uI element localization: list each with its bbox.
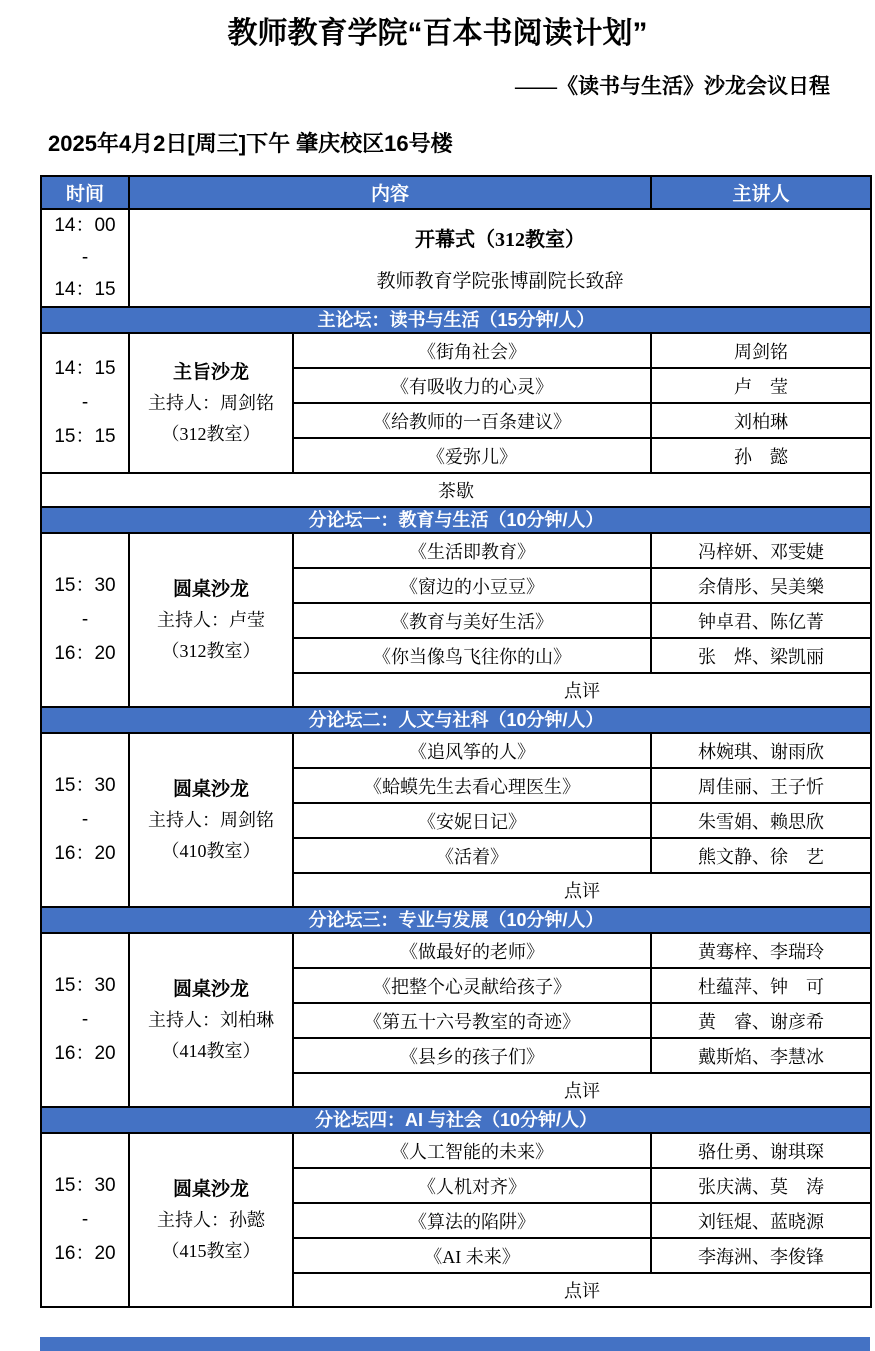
date-venue-line: 2025年4月2日[周三]下午 肇庆校区16号楼 xyxy=(48,131,453,156)
host-name: 主持人：周剑铭 xyxy=(148,809,274,830)
book-title: 《你当像鸟飞往你的山》 xyxy=(293,638,651,673)
host-type: 主旨沙龙 xyxy=(172,361,249,383)
time-dash: - xyxy=(81,1209,89,1230)
col-header-time: 时间 xyxy=(41,176,129,209)
section-bar-label: 分论坛一：教育与生活（10分钟/人） xyxy=(41,507,871,533)
speaker-names: 骆仕勇、谢琪琛 xyxy=(651,1133,871,1168)
time-end: 16：20 xyxy=(54,843,116,864)
section-bar-label: 主论坛：读书与生活（15分钟/人） xyxy=(41,307,871,333)
time-dash: - xyxy=(81,609,89,630)
section-bar-forum2 xyxy=(41,707,871,733)
host-type: 圆桌沙龙 xyxy=(172,1178,249,1200)
time-start: 15：30 xyxy=(54,775,116,796)
section-bar-main-forum xyxy=(41,307,871,333)
section3-time-cell xyxy=(41,933,129,1107)
section1-host-cell xyxy=(129,533,293,707)
opening-row xyxy=(41,209,871,307)
speaker-names: 黄 睿、谢彦希 xyxy=(651,1003,871,1038)
time-end: 16：20 xyxy=(54,1043,116,1064)
book-title: 《窗边的小豆豆》 xyxy=(293,568,651,603)
section0-host-cell xyxy=(129,333,293,473)
section-bar-forum4 xyxy=(41,1107,871,1133)
speaker-names: 钟卓君、陈亿菁 xyxy=(651,603,871,638)
book-title: 《把整个心灵献给孩子》 xyxy=(293,968,651,1003)
truncated-next-section-bar xyxy=(40,1337,870,1351)
time-start: 14：00 xyxy=(54,215,116,236)
book-title: 《AI 未来》 xyxy=(293,1238,651,1273)
book-title: 《算法的陷阱》 xyxy=(293,1203,651,1238)
speaker-names: 张庆满、莫 涛 xyxy=(651,1168,871,1203)
speaker-names: 孙 懿 xyxy=(651,438,871,473)
tea-break-label: 茶歇 xyxy=(41,473,871,507)
host-type: 圆桌沙龙 xyxy=(172,978,249,1000)
speaker-names: 周佳丽、王子忻 xyxy=(651,768,871,803)
speaker-names: 卢 莹 xyxy=(651,368,871,403)
section-bar-label: 分论坛二：人文与社科（10分钟/人） xyxy=(41,707,871,733)
time-start: 15：30 xyxy=(54,575,116,596)
speaker-names: 周剑铭 xyxy=(651,333,871,368)
host-name: 主持人：卢莹 xyxy=(157,609,265,630)
time-start: 14：15 xyxy=(54,358,116,379)
section2-host-cell xyxy=(129,733,293,907)
host-room: （410教室） xyxy=(161,840,261,861)
opening-desc: 教师教育学院张博副院长致辞 xyxy=(376,271,624,292)
book-title: 《人机对齐》 xyxy=(293,1168,651,1203)
section-bar-forum3 xyxy=(41,907,871,933)
section-bar-label: 分论坛三：专业与发展（10分钟/人） xyxy=(41,907,871,933)
section3-host-cell xyxy=(129,933,293,1107)
time-end: 15：15 xyxy=(54,426,116,447)
speaker-names: 刘柏琳 xyxy=(651,403,871,438)
section2-time-cell xyxy=(41,733,129,907)
time-end: 14：15 xyxy=(54,279,116,300)
book-title: 《蛤蟆先生去看心理医生》 xyxy=(293,768,651,803)
speaker-names: 林婉琪、谢雨欣 xyxy=(651,733,871,768)
book-title: 《安妮日记》 xyxy=(293,803,651,838)
comment-label: 点评 xyxy=(293,673,871,707)
speaker-names: 熊文静、徐 艺 xyxy=(651,838,871,873)
speaker-names: 黄骞梓、李瑞玲 xyxy=(651,933,871,968)
book-title: 《县乡的孩子们》 xyxy=(293,1038,651,1073)
section-bar-label: 分论坛四：AI 与社会（10分钟/人） xyxy=(41,1107,871,1133)
section4-host-cell xyxy=(129,1133,293,1307)
col-header-content: 内容 xyxy=(129,176,651,209)
time-dash: - xyxy=(81,247,89,268)
book-title: 《街角社会》 xyxy=(293,333,651,368)
host-type: 圆桌沙龙 xyxy=(172,578,249,600)
book-title: 《第五十六号教室的奇迹》 xyxy=(293,1003,651,1038)
table-row xyxy=(41,533,871,568)
time-dash: - xyxy=(81,392,89,413)
book-title: 《爱弥儿》 xyxy=(293,438,651,473)
document-title: 教师教育学院“百本书阅读计划” xyxy=(227,17,648,50)
book-title: 《有吸收力的心灵》 xyxy=(293,368,651,403)
opening-time-cell xyxy=(41,209,129,307)
tea-break-row xyxy=(41,473,871,507)
time-end: 16：20 xyxy=(54,1243,116,1264)
section0-time-cell xyxy=(41,333,129,473)
speaker-names: 张 烨、梁凯丽 xyxy=(651,638,871,673)
book-title: 《生活即教育》 xyxy=(293,533,651,568)
time-start: 15：30 xyxy=(54,975,116,996)
section4-time-cell xyxy=(41,1133,129,1307)
speaker-names: 杜蕴萍、钟 可 xyxy=(651,968,871,1003)
time-dash: - xyxy=(81,809,89,830)
speaker-names: 朱雪娟、赖思欣 xyxy=(651,803,871,838)
schedule-table xyxy=(40,175,872,1308)
section1-time-cell xyxy=(41,533,129,707)
host-room: （415教室） xyxy=(161,1240,261,1261)
book-title: 《活着》 xyxy=(293,838,651,873)
col-header-speaker: 主讲人 xyxy=(651,176,871,209)
table-row xyxy=(41,733,871,768)
time-start: 15：30 xyxy=(54,1175,116,1196)
book-title: 《教育与美好生活》 xyxy=(293,603,651,638)
table-row xyxy=(41,1133,871,1168)
speaker-names: 刘钰焜、蓝晓源 xyxy=(651,1203,871,1238)
comment-label: 点评 xyxy=(293,1273,871,1307)
book-title: 《做最好的老师》 xyxy=(293,933,651,968)
comment-label: 点评 xyxy=(293,873,871,907)
host-type: 圆桌沙龙 xyxy=(172,778,249,800)
time-dash: - xyxy=(81,1009,89,1030)
time-end: 16：20 xyxy=(54,643,116,664)
table-row xyxy=(41,933,871,968)
host-room: （312教室） xyxy=(161,640,261,661)
speaker-names: 冯梓妍、邓雯婕 xyxy=(651,533,871,568)
document-subtitle: ——《读书与生活》沙龙会议日程 xyxy=(515,74,830,98)
section-bar-forum1 xyxy=(41,507,871,533)
speaker-names: 李海洲、李俊锋 xyxy=(651,1238,871,1273)
host-name: 主持人：周剑铭 xyxy=(148,392,274,413)
comment-label: 点评 xyxy=(293,1073,871,1107)
table-header-row xyxy=(41,176,871,209)
speaker-names: 戴斯焰、李慧冰 xyxy=(651,1038,871,1073)
opening-content-cell xyxy=(129,209,871,307)
opening-title: 开幕式（312教室） xyxy=(415,229,585,251)
host-name: 主持人：刘柏琳 xyxy=(148,1009,274,1030)
host-room: （414教室） xyxy=(161,1040,261,1061)
book-title: 《追风筝的人》 xyxy=(293,733,651,768)
book-title: 《给教师的一百条建议》 xyxy=(293,403,651,438)
speaker-names: 余倩彤、吴美樂 xyxy=(651,568,871,603)
book-title: 《人工智能的未来》 xyxy=(293,1133,651,1168)
host-name: 主持人：孙懿 xyxy=(157,1209,265,1230)
table-row xyxy=(41,333,871,368)
host-room: （312教室） xyxy=(161,423,261,444)
